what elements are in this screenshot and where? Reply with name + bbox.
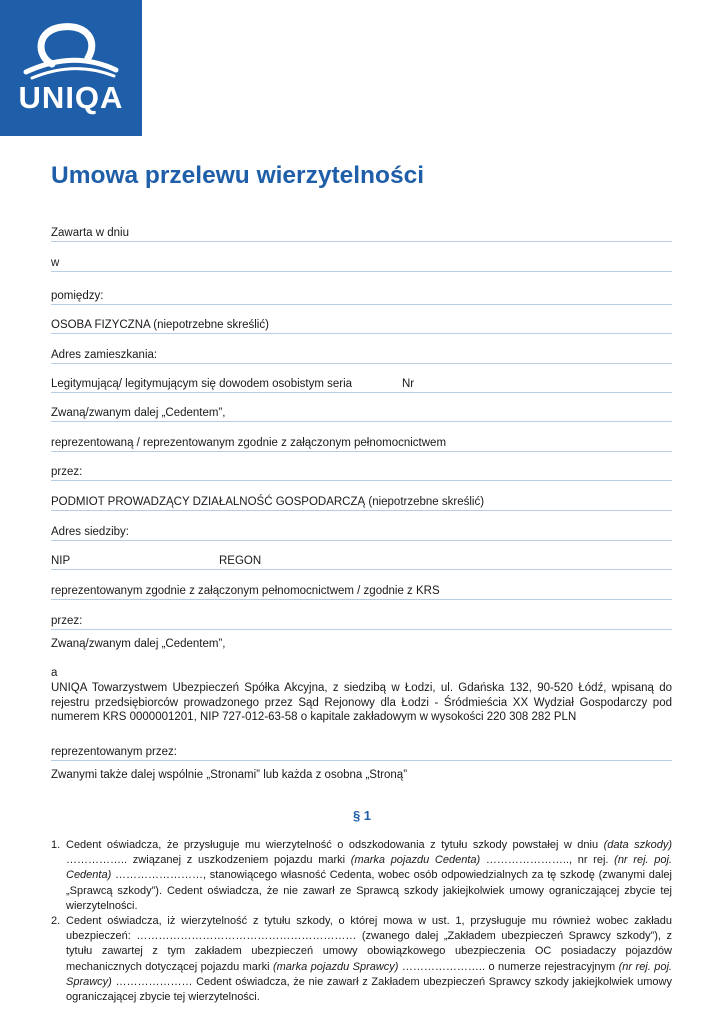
place-field[interactable] (51, 242, 672, 272)
clause-text: Cedent oświadcza, że przysługuje mu wierzytelność o odszkodowania z tytułu szkody powstałej w dniu (66, 839, 604, 851)
representation-label: reprezentowaną / reprezentowanym zgodnie z załączonym pełnomocnictwem (51, 437, 447, 449)
clause-text: Cedent oświadcza, iż wierzytelność z tytułu szkody, o której mowa w ust. 1, przysługuje mu również wobec zakładu ubezpieczeń: …………………………………………………… (zwanego dalej „Zakładem ubezpieczeń Sprawcy szkody”), z tytułu zawartej z tym zakładem ubezpieczeń umowy obowiązkowego ubezpieczenia OC posiadaczy pojazdów mechanicznych dotyczącej pojazdu marki (66, 915, 672, 973)
business-representative-label: przez: (51, 615, 83, 627)
seat-field[interactable] (51, 511, 672, 541)
representative-field[interactable] (51, 451, 672, 481)
represented-by-field[interactable] (51, 731, 672, 761)
parties-definition: Zwanymi także dalej wspólnie „Stronami” lub każda z osobna „Stroną” (51, 769, 408, 781)
clause-number: 2. (51, 915, 61, 928)
address-label: Adres zamieszkania: (51, 349, 158, 361)
and-label: a (51, 667, 58, 679)
clause-number: 1. (51, 839, 61, 851)
id-series-label: Legitymującą/ legitymującym się dowodem osobistym seria (51, 378, 353, 390)
clause-text: ………………….. o numerze rejestracyjnym (398, 960, 619, 973)
person-label: OSOBA FIZYCZNA (niepotrzebne skreślić) (51, 319, 269, 331)
placeholder-damage-date: (data szkody) (603, 839, 672, 851)
uniqa-description: UNIQA Towarzystwem Ubezpieczeń Spółka Akcyjna, z siedzibą w Łodzi, ul. Gdańska 132, 90-520 Łódź, wpisaną do rejestru przedsiębiorców prowadzonego przez Sąd Rejonowy dla Łodzi - Śródmieścia XX Wydział Gospodarczy pod numerem KRS 0000001201, NIP 727-012-63-58 o kapitale zakładowym w wysokości 220 308 282 PLN (51, 682, 672, 723)
nip-label: NIP (51, 555, 71, 567)
business-representative-field[interactable] (51, 600, 672, 630)
cedent-name-label-2: Zwaną/zwanym dalej „Cedentem”, (51, 638, 226, 650)
seat-label: Adres siedziby: (51, 526, 129, 538)
business-label: PODMIOT PROWADZĄCY DZIAŁALNOŚĆ GOSPODARCZĄ (niepotrzebne skreślić) (51, 496, 485, 508)
id-number-label: Nr (402, 378, 415, 390)
business-field[interactable] (51, 481, 672, 511)
cedent-label: Zwaną/zwanym dalej „Cedentem”, (51, 407, 226, 419)
krs-representation-label: reprezentowanym zgodnie z załączonym pełnomocnictwem / zgodnie z KRS (51, 585, 440, 597)
placeholder-perpetrator-vehicle-make: (marka pojazdu Sprawcy) (272, 960, 399, 973)
date-label: Zawarta w dniu (51, 227, 129, 239)
clause-text: ………………….., nr rej. (480, 854, 615, 867)
clause-1 (51, 838, 672, 914)
placeholder-cedent-vehicle-make: (marka pojazdu Cedenta) (350, 854, 481, 867)
clause-2 (51, 914, 672, 1005)
place-label: w (51, 257, 60, 269)
regon-label: REGON (219, 555, 262, 567)
krs-representation-field[interactable] (51, 570, 672, 600)
between-field[interactable] (51, 275, 672, 305)
placeholder-cedent-registration: (nr rej. poj. Cedenta) (66, 854, 672, 882)
clause-text: ……………………, stanowiącego własność Cedenta, wobec osób odpowiedzialnych za tę szkodę (zwanymi dalej „Sprawcą szkody”). Cedent oświadcza, że nie zawarł ze Sprawcą szkody jakiejkolwiek umowy ograniczającej zbycie tej wierzytelności. (66, 869, 672, 912)
placeholder-perpetrator-registration: (nr rej. poj. Sprawcy) (66, 960, 672, 988)
between-label: pomiędzy: (51, 290, 104, 302)
clause-text: ………………… Cedent oświadcza, że nie zawarł z Zakładem ubezpieczeń Sprawcy szkody jakiejkolwiek umowy ograniczającej zbycie tej wierzytelności. (66, 975, 672, 1004)
representation-field[interactable] (51, 422, 672, 452)
address-field[interactable] (51, 334, 672, 364)
clause-list (51, 838, 672, 1005)
clause-text: …………….. związanej z uszkodzeniem pojazdu marki (66, 854, 351, 867)
uniqa-emblem-icon (22, 20, 120, 80)
uniqa-logo (0, 0, 142, 136)
document-title: Umowa przelewu wierzytelności (51, 162, 425, 189)
nip-regon-field[interactable] (51, 540, 672, 570)
date-field[interactable] (51, 212, 672, 242)
logo-wordmark: UNIQA (18, 80, 124, 115)
id-field[interactable] (51, 363, 672, 393)
cedent-name-field[interactable] (51, 392, 672, 422)
representative-label: przez: (51, 466, 83, 478)
person-field[interactable] (51, 304, 672, 334)
represented-by-label: reprezentowanym przez: (51, 746, 177, 758)
section-heading: § 1 (352, 808, 372, 823)
